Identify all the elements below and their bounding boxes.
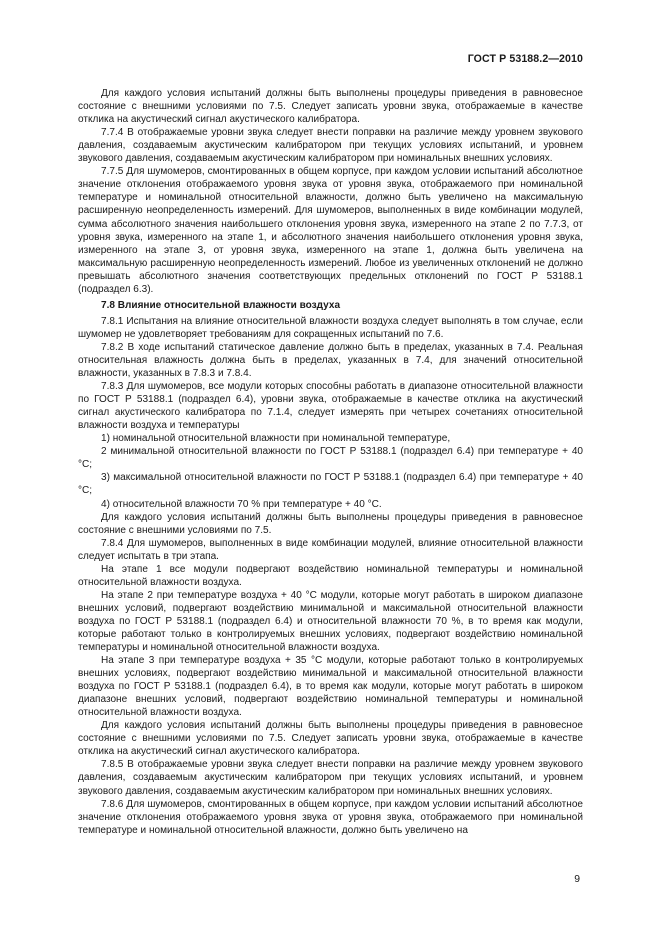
list-item-3: 3) максимальной относительной влажности по ГОСТ Р 53188.1 (подраздел 6.4) при температуре + 40 °С; bbox=[78, 472, 583, 497]
paragraph-7-8-1: 7.8.1 Испытания на влияние относительной влажности воздуха следует выполнять в том случае, если шумомер не удовлетворяет требованиям для сокращенных испытаний по 7.6. bbox=[78, 315, 583, 340]
paragraph-7-8-5: 7.8.5 В отображаемые уровни звука следует внести поправки на различие между уровнем звукового давления, создаваемым акустическим калибратором при текущих условиях испытаний, и уровнем звукового давления, создаваемым акустическим калибратором при номинальных внешних условиях. bbox=[78, 759, 583, 797]
paragraph-stage-2: На этапе 2 при температуре воздуха + 40 °С модули, которые могут работать в широком диапазоне внешних условий, подвергают воздействию минимальной и максимальной относительной влажности воздуха по ГОСТ Р 53188.1 (подраздел 6.4) и относительной влажности 70 %, в то время как модули, которые работают только в контролируемых внешних условиях, подвергают воздействию номинальной температуры и номинальной относительной влажности воздуха. bbox=[78, 589, 583, 654]
paragraph-stage-1: На этапе 1 все модули подвергают воздействию номинальной температуры и номинальной относительной влажности воздуха. bbox=[78, 563, 583, 588]
list-item-2: 2 минимальной относительной влажности по ГОСТ Р 53188.1 (подраздел 6.4) при температуре + 40 °С; bbox=[78, 446, 583, 471]
paragraph-7-7-4: 7.7.4 В отображаемые уровни звука следует внести поправки на различие между уровнем звукового давления, создаваемым акустическим калибратором при текущих условиях испытаний, и уровнем звукового давления, создаваемым акустическим калибратором при номинальных внешних условиях. bbox=[78, 127, 583, 165]
paragraph-7-8-6: 7.8.6 Для шумомеров, смонтированных в общем корпусе, при каждом условии испытаний абсолютное значение отклонения отображаемого уровня звука от уровня звука, отображаемого при номинальной температуре и номинальной относительной влажности, должно быть увеличено на bbox=[78, 798, 583, 836]
paragraph-equilibrium-note: Для каждого условия испытаний должны быть выполнены процедуры приведения в равновесное состояние с внешними условиями по 7.5. Следует записать уровни звука, отображаемые в качестве отклика на акустический сигнал акустического калибратора. bbox=[78, 88, 583, 126]
paragraph-stage-3: На этапе 3 при температуре воздуха + 35 °С модули, которые работают только в контролируемых внешних условиях, подвергают воздействию минимальной и максимальной относительной влажности воздуха по ГОСТ Р 53188.1 (подраздел 6.4), в то время как модули, которые могут работать в широком диапазоне внешних условий, подвергают воздействию номинальной температуры и номинальной относительной влажности воздуха. bbox=[78, 655, 583, 719]
paragraph-equilibrium-record: Для каждого условия испытаний должны быть выполнены процедуры приведения в равновесное состояние с внешними условиями по 7.5. Следует записать уровни звука, отображаемые в качестве отклика на акустический сигнал акустического калибратора. bbox=[78, 720, 583, 758]
paragraph-7-7-5: 7.7.5 Для шумомеров, смонтированных в общем корпусе, при каждом условии испытаний абсолютное значение отклонения отображаемого уровня звука от уровня звука, отображаемого при номинальной температуре и номинальной относительной влажности, должно быть увеличено на максимальную расширенную неопределенность измерений. Для шумомеров, выполненных в виде комбинации модулей, сумма абсолютного значения наибольшего отклонения уровня звука, измеренного на этапе 2 по 7.7.3, от уровня звука, измеренного на этапе 1, и абсолютного значения наибольшего отклонения уровня звука, измеренного на этапе 3, от уровня звука, измеренного на этапе 1, должна быть увеличена на максимальную расширенную неопределенность измерений. Любое из увеличенных отклонений не должно превышать абсолютного значения соответствующих предельных отклонений по ГОСТ Р 53188.1 (подраздел 6.3). bbox=[78, 166, 583, 295]
paragraph-7-8-4: 7.8.4 Для шумомеров, выполненных в виде комбинации модулей, влияние относительной влажности следует испытать в три этапа. bbox=[78, 537, 583, 562]
page-number: 9 bbox=[574, 874, 580, 885]
paragraph-equilibrium-7-5: Для каждого условия испытаний должны быть выполнены процедуры приведения в равновесное состояние с внешними условиями по 7.5. bbox=[78, 511, 583, 536]
standard-header: ГОСТ Р 53188.2—2010 bbox=[467, 53, 583, 65]
paragraph-7-8-3: 7.8.3 Для шумомеров, все модули которых способны работать в диапазоне относительной влажности по ГОСТ Р 53188.1 (подраздел 6.4), уровни звука, отображаемые в качестве отклика на акустический сигнал акустического калибратора по 7.1.4, следует измерять при четырех сочетаниях относительной влажности воздуха и температуры bbox=[78, 381, 583, 432]
list-item-4: 4) относительной влажности 70 % при температуре + 40 °С. bbox=[101, 498, 382, 510]
paragraph-7-8-2: 7.8.2 В ходе испытаний статическое давление должно быть в пределах, указанных в 7.4. Реальная относительная влажность должна быть в пределах, указанных в 7.4, для значений относительной влажности, указанных в 7.8.3 и 7.8.4. bbox=[78, 341, 583, 380]
section-heading-7-8: 7.8 Влияние относительной влажности воздуха bbox=[101, 299, 341, 311]
list-item-1: 1) номинальной относительной влажности при номинальной температуре, bbox=[101, 433, 451, 445]
